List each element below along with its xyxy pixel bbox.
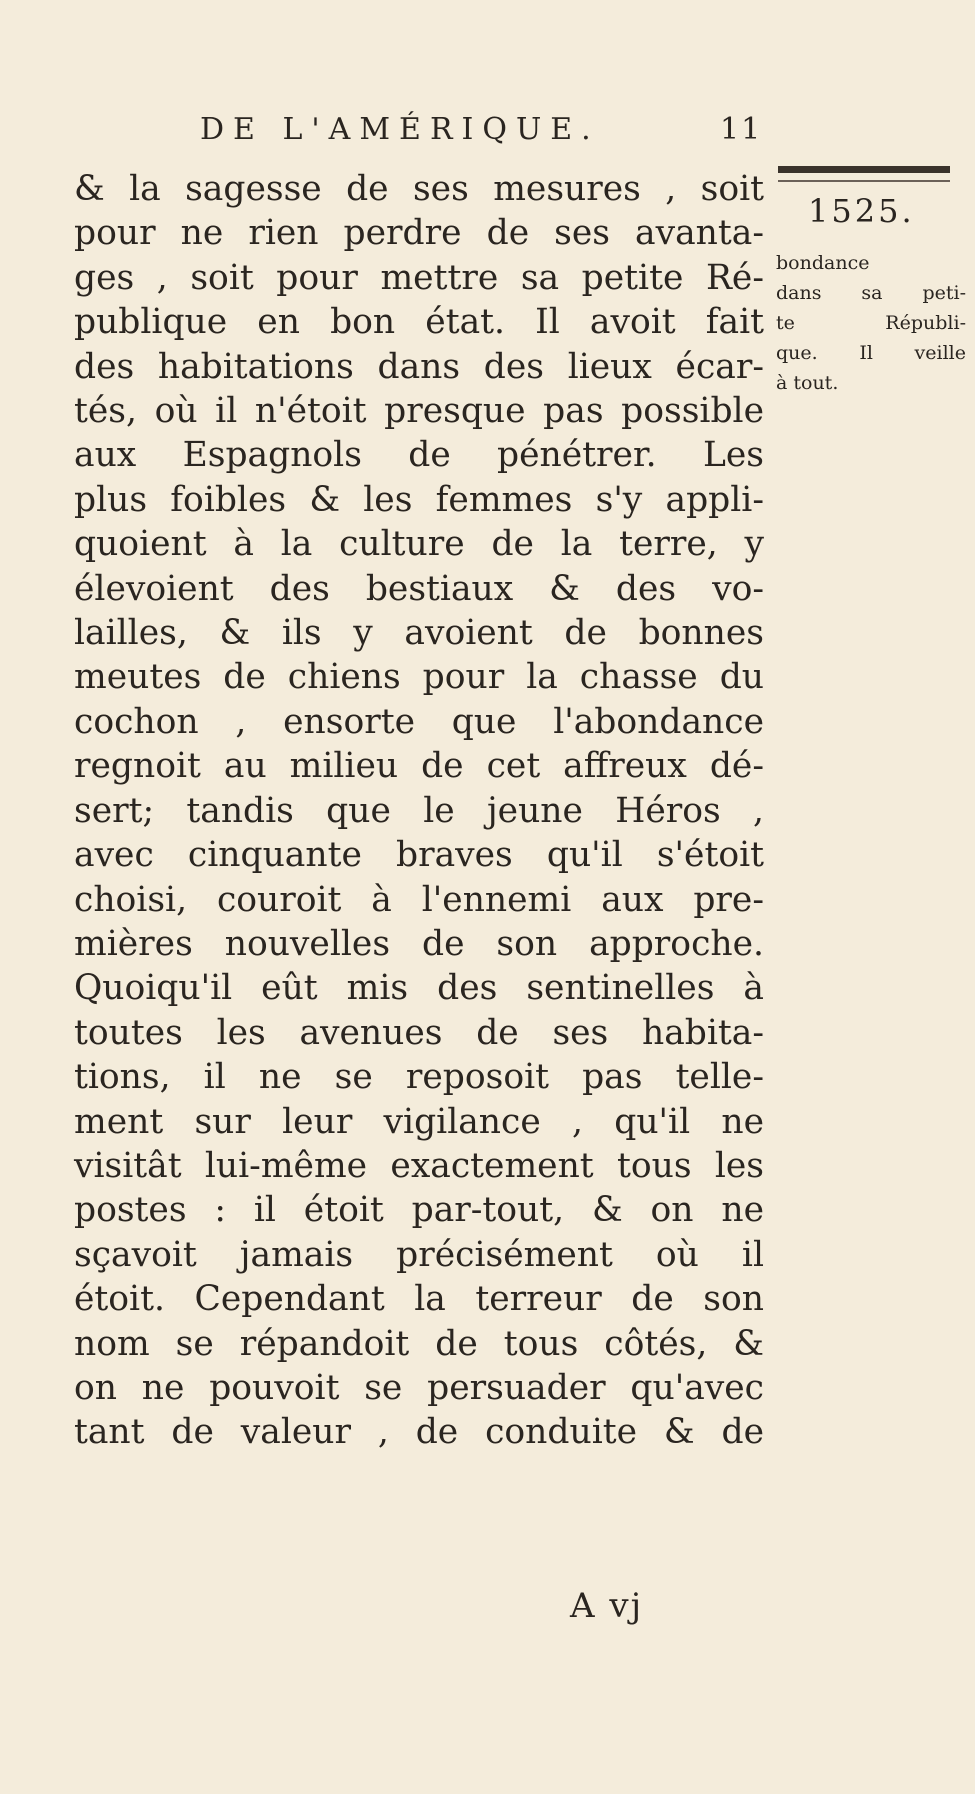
margin-note-line: à tout.	[776, 372, 839, 394]
margin-note-line: bondance	[776, 252, 870, 274]
text-line: pour ne rien perdre de ses avanta-	[74, 213, 764, 254]
text-line: & la sagesse de ses mesures , soit	[74, 169, 764, 209]
text-line: publique en bon état. Il avoit fait	[74, 302, 764, 343]
text-line: tant de valeur , de conduite & de	[74, 1412, 764, 1453]
text-line: visitât lui-même exactement tous les	[74, 1145, 764, 1186]
margin-note-line: dans sa peti-	[776, 282, 966, 304]
signature-mark: A vj	[570, 1586, 644, 1626]
text-line: aux Espagnols de pénétrer. Les	[74, 435, 764, 476]
text-line: quoient à la culture de la terre, y	[74, 524, 764, 565]
text-line: ment sur leur vigilance , qu'il ne	[74, 1101, 764, 1142]
text-line: lailles, & ils y avoient de bonnes	[74, 613, 764, 654]
text-line: regnoit au milieu de cet affreux dé-	[74, 746, 764, 787]
text-line: avec cinquante braves qu'il s'étoit	[74, 835, 764, 876]
text-line: plus foibles & les femmes s'y appli-	[74, 479, 764, 520]
margin-thin-rule	[778, 180, 950, 182]
margin-note-line: que. Il veille	[776, 342, 966, 364]
text-line: tés, où il n'étoit presque pas possible	[74, 391, 764, 432]
text-line: on ne pouvoit se persuader qu'avec	[74, 1367, 764, 1408]
text-line: nom se répandoit de tous côtés, &	[74, 1323, 764, 1364]
text-line: Quoiqu'il eût mis des sentinelles à	[74, 968, 764, 1009]
text-line: meutes de chiens pour la chasse du	[74, 657, 764, 698]
text-line: tions, il ne se reposoit pas telle-	[74, 1057, 764, 1098]
text-line: mières nouvelles de son approche.	[74, 923, 764, 964]
text-line: sert; tandis que le jeune Héros ,	[74, 790, 764, 831]
running-title: DE L'AMÉRIQUE.	[200, 112, 600, 147]
body-text	[74, 167, 764, 1455]
text-line: postes : il étoit par-tout, & on ne	[74, 1190, 764, 1231]
page-number: 11	[720, 112, 763, 147]
text-line: sçavoit jamais précisément où il	[74, 1234, 764, 1275]
text-line: cochon , ensorte que l'abondance	[74, 701, 764, 742]
margin-year: 1525.	[808, 192, 915, 230]
text-line: toutes les avenues de ses habita-	[74, 1012, 764, 1053]
text-line: élevoient des bestiaux & des vo-	[74, 568, 764, 609]
text-line: choisi, couroit à l'ennemi aux pre-	[74, 879, 764, 920]
text-line: des habitations dans des lieux écar-	[74, 346, 764, 387]
text-line: ges , soit pour mettre sa petite Ré-	[74, 257, 764, 298]
text-line: étoit. Cependant la terreur de son	[74, 1279, 764, 1320]
margin-ornament-rule	[778, 166, 950, 173]
margin-note	[776, 248, 966, 398]
margin-note-line: te Républi-	[776, 312, 966, 334]
